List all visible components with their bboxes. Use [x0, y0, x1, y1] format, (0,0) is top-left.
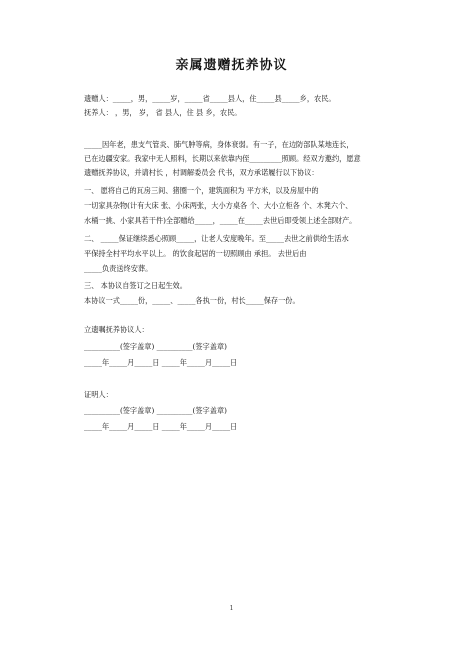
copies-line: 本协议一式_____份，_____、_____各执一份，村长_____保存一份。: [84, 296, 300, 305]
signatory-label: 立遗嘱抚养协议人：: [84, 325, 149, 334]
supporter-line: 抚养人： ，男， 岁， 省 县人，住 县 乡，农民。: [84, 108, 242, 117]
clause-line: 一切家具杂物(计有大床 张、小床两张，大小方桌各 个、大小立柜各 个、木凳六个、: [84, 201, 353, 210]
witness-label: 证明人：: [84, 390, 113, 399]
date-line: _____年_____月_____日 _____年_____月_____日: [84, 422, 238, 431]
signature-line: __________(签字盖章) __________(签字盖章): [84, 342, 227, 351]
clause-line: 平保持全村平均水平以上。 的饮食起居的一切照顾由 承担。 去世后由: [84, 249, 307, 258]
date-line: _____年_____月_____日 _____年_____月_____日: [84, 358, 238, 367]
donor-line: 遗赠人：_____，男，_____岁，_____省_____县人，住_____县_____乡，农民。: [84, 94, 336, 103]
clause-line: 一、 愿将自己的瓦房三间、猪圈一个，建筑面积为 平方米，以及房屋中的: [84, 186, 319, 195]
signature-line: __________(签字盖章) __________(签字盖章): [84, 406, 227, 415]
clause-line: 三、 本协议自签订之日起生效。: [84, 281, 187, 290]
paragraph-line: 遗赠抚养协议，并请村长 ，村调解委员会 代书，双方承诺履行以下协议：: [84, 168, 319, 177]
clause-line: 二、 _____保证继续悉心照顾_____，让老人安度晚年。至_____去世之前供给生活水: [84, 234, 349, 243]
clause-line: _____负责送终安葬。: [84, 264, 153, 273]
page-number: 1: [229, 605, 234, 612]
paragraph-line: _____因年老，患支气管炎、肺气肿等病，身体衰弱。有一子，在边防部队某地连长，: [84, 140, 354, 149]
clause-line: 水桶一挑、小家具若干件)全部赠给_____，_____在_____去世后即受领上述全部财产。: [84, 216, 357, 225]
paragraph-line: 已在边疆安家。我家中无人照料，长期以来依靠内侄_________照顾。经双方邀约，愿意: [84, 154, 361, 163]
page-title: 亲属遗赠抚养协议: [175, 58, 288, 73]
